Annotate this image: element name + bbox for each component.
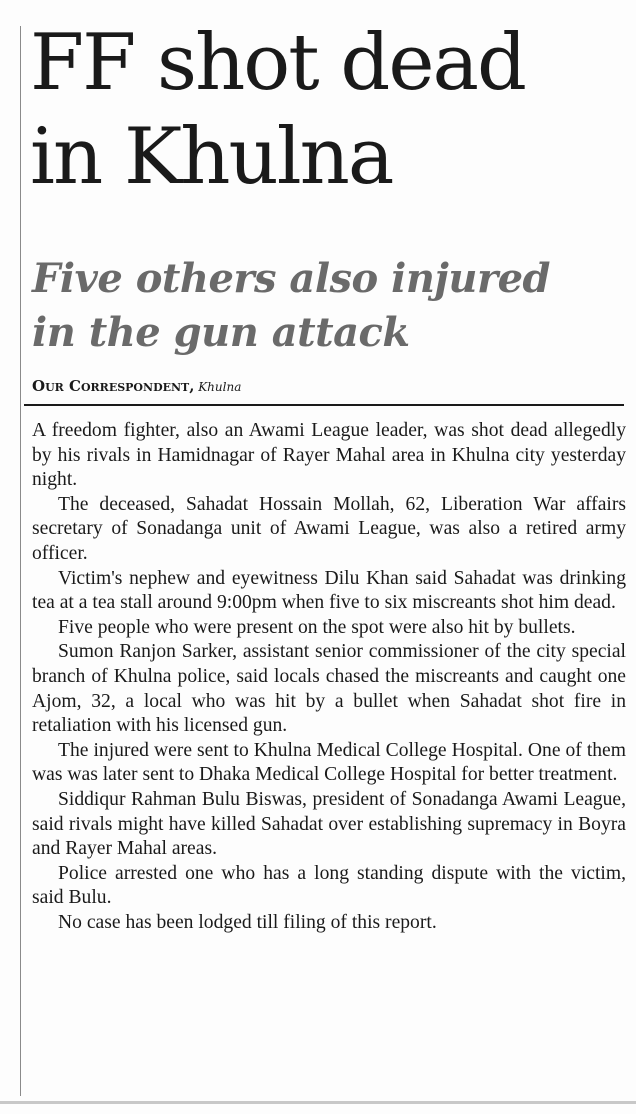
column-rule [20,26,21,1096]
byline [32,376,632,397]
paragraph: Sumon Ranjon Sarker, assistant senior commissioner of the city special branch of Khulna police, said locals chased the miscreants and caught one Ajom, 32, a local who was hit by a bullet when Sahadat shot fire in retaliation with his licensed gun. [32,641,626,737]
paragraph: Five people who were present on the spot were also hit by bullets. [58,616,576,638]
subheadline: Five others also injured in the gun attack [32,255,550,356]
paragraph: The deceased, Sahadat Hossain Mollah, 62, Liberation War affairs secretary of Sonadanga unit of Awami League, was also a retired army officer. [32,493,626,564]
paragraph: The injured were sent to Khulna Medical College Hospital. One of them was was later sent to Dhaka Medical College Hospital for better treatment. [32,739,626,786]
paragraph: Police arrested one who has a long standing dispute with the victim, said Bulu. [32,862,626,909]
byline-place: Khulna [198,380,242,394]
byline-divider [24,404,624,406]
paragraph: Victim's nephew and eyewitness Dilu Khan said Sahadat was drinking tea at a tea stall around 9:00pm when five to six miscreants shot him dead. [32,567,626,614]
byline-name: Our Correspondent, [32,377,195,395]
paragraph: A freedom fighter, also an Awami League leader, was shot dead allegedly by his rivals in Hamidnagar of Rayer Mahal area in Khulna city yesterday night. [32,420,626,491]
bottom-edge [0,1101,636,1104]
headline: FF shot dead in Khulna [30,18,525,202]
paragraph: No case has been lodged till filing of this report. [58,911,437,933]
article-body [32,419,626,935]
paragraph: Siddiqur Rahman Bulu Biswas, president of Sonadanga Awami League, said rivals might have killed Sahadat over establishing supremacy in Boyra and Rayer Mahal areas. [32,788,626,860]
